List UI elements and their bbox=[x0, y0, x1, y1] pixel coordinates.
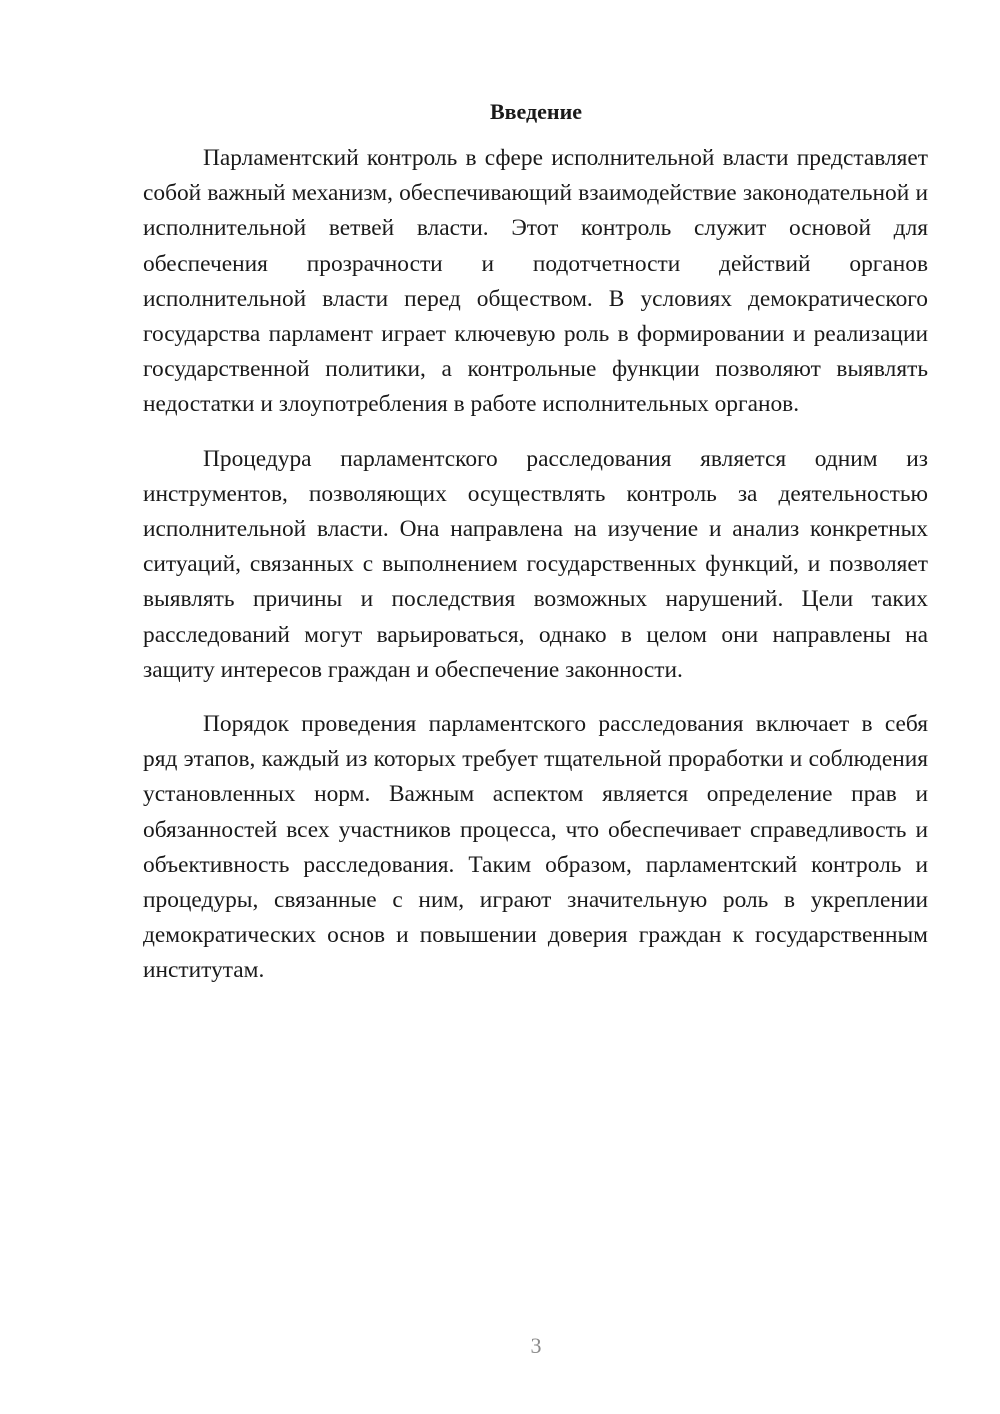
paragraph-2: Процедура парламентского расследования является одним из инструментов, позволяющих осуществлять контроль за деятельностью исполнительной власти. Она направлена на изучение и анализ конкретных ситуаций, связанных с выполнением государственных функций, и позволяет выявлять причины и последствия возможных нарушений. Цели таких расследований могут варьироваться, однако в целом они направлены на защиту интересов граждан и обеспечение законности. bbox=[143, 445, 928, 683]
body-text bbox=[143, 141, 928, 1008]
page-number: 3 bbox=[530, 1333, 542, 1358]
page-title: Введение bbox=[489, 99, 583, 124]
paragraph-3: Порядок проведения парламентского расследования включает в себя ряд этапов, каждый из которых требует тщательной проработки и соблюдения установленных норм. Важным аспектом является определение прав и обязанностей всех участников процесса, что обеспечивает справедливость и объективность расследования. Таким образом, парламентский контроль и процедуры, связанные с ним, играют значительную роль в укреплении демократических основ и повышении доверия граждан к государственным институтам. bbox=[143, 711, 928, 984]
paragraph-1: Парламентский контроль в сфере исполнительной власти представляет собой важный механизм, обеспечивающий взаимодействие законодательной и исполнительной ветвей власти. Этот контроль служит основой для обеспечения прозрачности и подотчетности действий органов исполнительной власти перед обществом. В условиях демократического государства парламент играет ключевую роль в формировании и реализации государственной политики, а контрольные функции позволяют выявлять недостатки и злоупотребления в работе исполнительных органов. bbox=[143, 145, 928, 418]
